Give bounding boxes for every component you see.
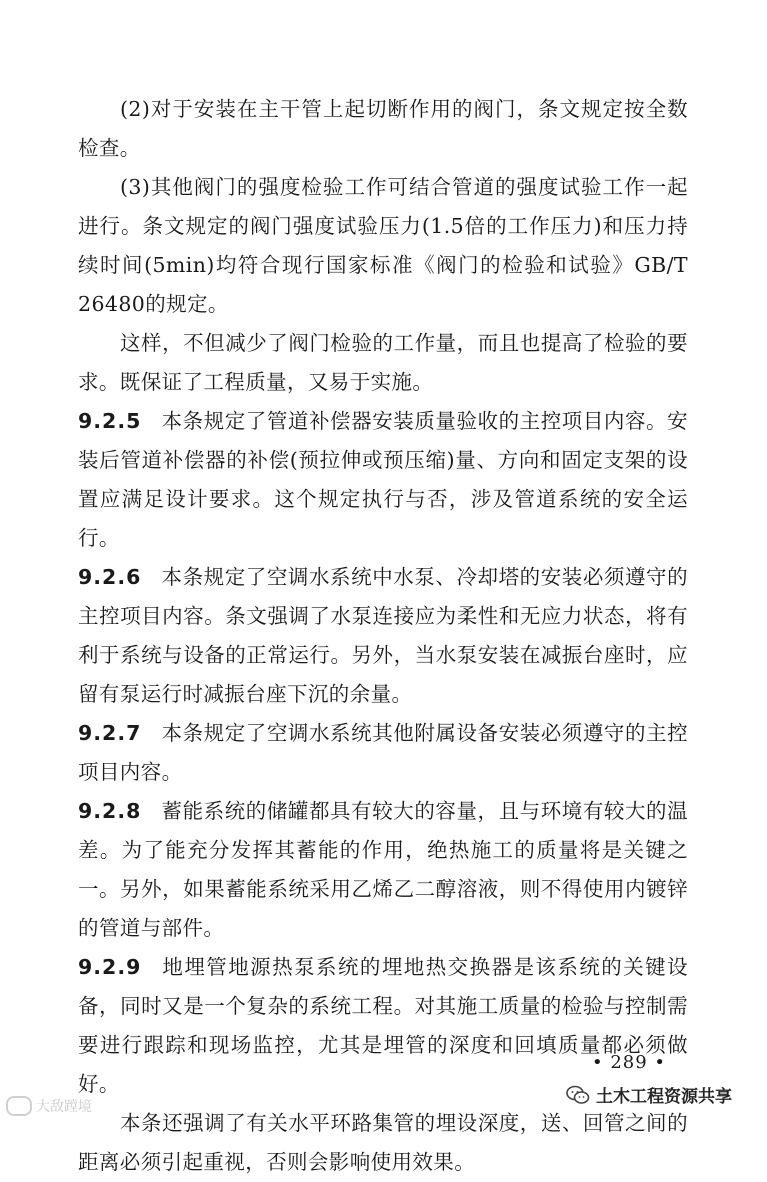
paragraph-9: 本条还强调了有关水平环路集管的埋设深度，送、回管之间的距离必须引起重视，否则会影响使用效果。 [78,1111,688,1174]
section-9-2-8: 9.2.8 蓄能系统的储罐都具有较大的容量，且与环境有较大的温差。为了能充分发挥其蓄能的作用，绝热施工的质量将是关键之一。另外，如果蓄能系统采用乙烯乙二醇溶液，则不得使用内镀锌的管道与部件。 [78,799,688,940]
paragraph-2: (3)其他阀门的强度检验工作可结合管道的强度试验工作一起进行。条文规定的阀门强度试验压力(1.5倍的工作压力)和压力持续时间(5min)均符合现行国家标准《阀门的检验和试验》GB/T 26480的规定。 [78,175,688,316]
section-9-2-5: 9.2.5 本条规定了管道补偿器安装质量验收的主控项目内容。安装后管道补偿器的补偿(预拉伸或预压缩)量、方向和固定支架的设置应满足设计要求。这个规定执行与否，涉及管道系统的安全运行。 [78,409,688,550]
logo-icon [6,1096,32,1116]
wechat-watermark [566,1082,732,1107]
section-9-2-9: 9.2.9 地埋管地源热泵系统的埋地热交换器是该系统的关键设备，同时又是一个复杂的系统工程。对其施工质量的检验与控制需要进行跟踪和现场监控，尤其是埋管的深度和回填质量都必须做好。 [78,955,688,1096]
watermark-text: 土木工程资源共享 [596,1087,732,1107]
section-number: 9.2.8 [78,799,142,823]
body-text [78,90,688,1182]
wechat-icon [566,1084,590,1106]
section-number: 9.2.5 [78,409,142,433]
corner-watermark [6,1096,92,1116]
section-number: 9.2.7 [78,721,142,745]
page-number: • 289 • [592,1052,667,1073]
section-number: 9.2.9 [78,955,142,979]
paragraph-1: (2)对于安装在主干管上起切断作用的阀门，条文规定按全数检查。 [78,97,688,160]
section-9-2-7: 9.2.7 本条规定了空调水系统其他附属设备安装必须遵守的主控项目内容。 [78,721,688,784]
paragraph-3: 这样，不但减少了阀门检验的工作量，而且也提高了检验的要求。既保证了工程质量，又易于实施。 [78,331,688,394]
corner-watermark-text: 大敌蹚境 [36,1099,92,1115]
section-number: 9.2.6 [78,565,142,589]
section-9-2-6: 9.2.6 本条规定了空调水系统中水泵、冷却塔的安装必须遵守的主控项目内容。条文强调了水泵连接应为柔性和无应力状态，将有利于系统与设备的正常运行。另外，当水泵安装在减振台座时，应留有泵运行时减振台座下沉的余量。 [78,565,688,706]
